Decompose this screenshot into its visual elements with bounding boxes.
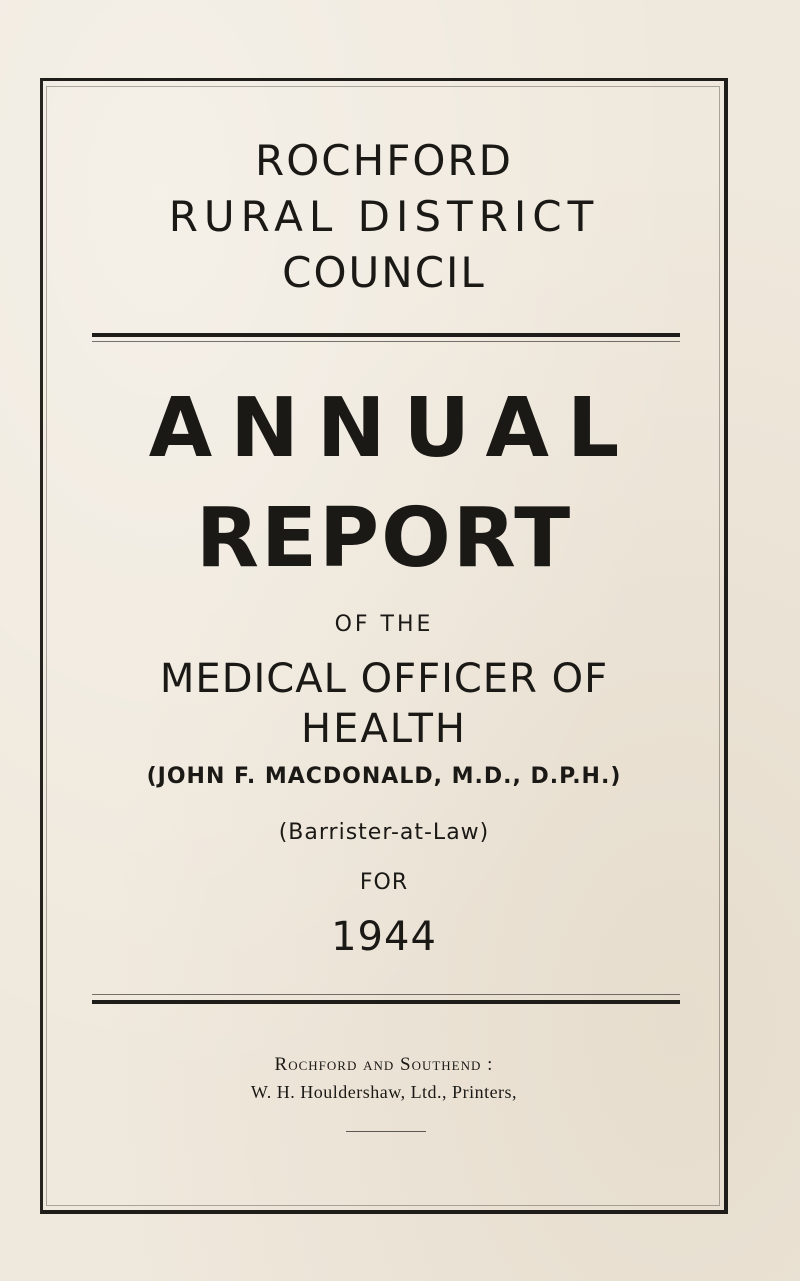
- report-title-line-1: ANNUAL: [148, 381, 638, 476]
- report-year: 1944: [331, 914, 437, 960]
- printer-name: W. H. Houldershaw, Ltd., Printers,: [250, 1082, 518, 1102]
- divider-top-thick: [92, 333, 680, 337]
- council-name-line-2: RURAL DISTRICT: [168, 192, 600, 241]
- officer-qualification: (Barrister-at-Law): [278, 820, 490, 845]
- council-name-line-3: COUNCIL: [282, 248, 486, 297]
- divider-top-thin: [92, 341, 680, 342]
- of-the-label: OF THE: [334, 612, 434, 637]
- council-name-line-1: ROCHFORD: [255, 136, 513, 185]
- for-label: FOR: [359, 870, 409, 895]
- office-title-line-2: HEALTH: [300, 706, 467, 752]
- officer-name: (JOHN F. MACDONALD, M.D., D.P.H.): [146, 764, 622, 789]
- divider-bottom-thick: [92, 1000, 680, 1004]
- printer-location: Rochford and Southend :: [274, 1054, 494, 1075]
- office-title-line-1: MEDICAL OFFICER OF: [159, 656, 609, 702]
- report-title-line-2: REPORT: [195, 491, 573, 586]
- divider-bottom-thin: [92, 994, 680, 995]
- divider-short: [346, 1131, 426, 1132]
